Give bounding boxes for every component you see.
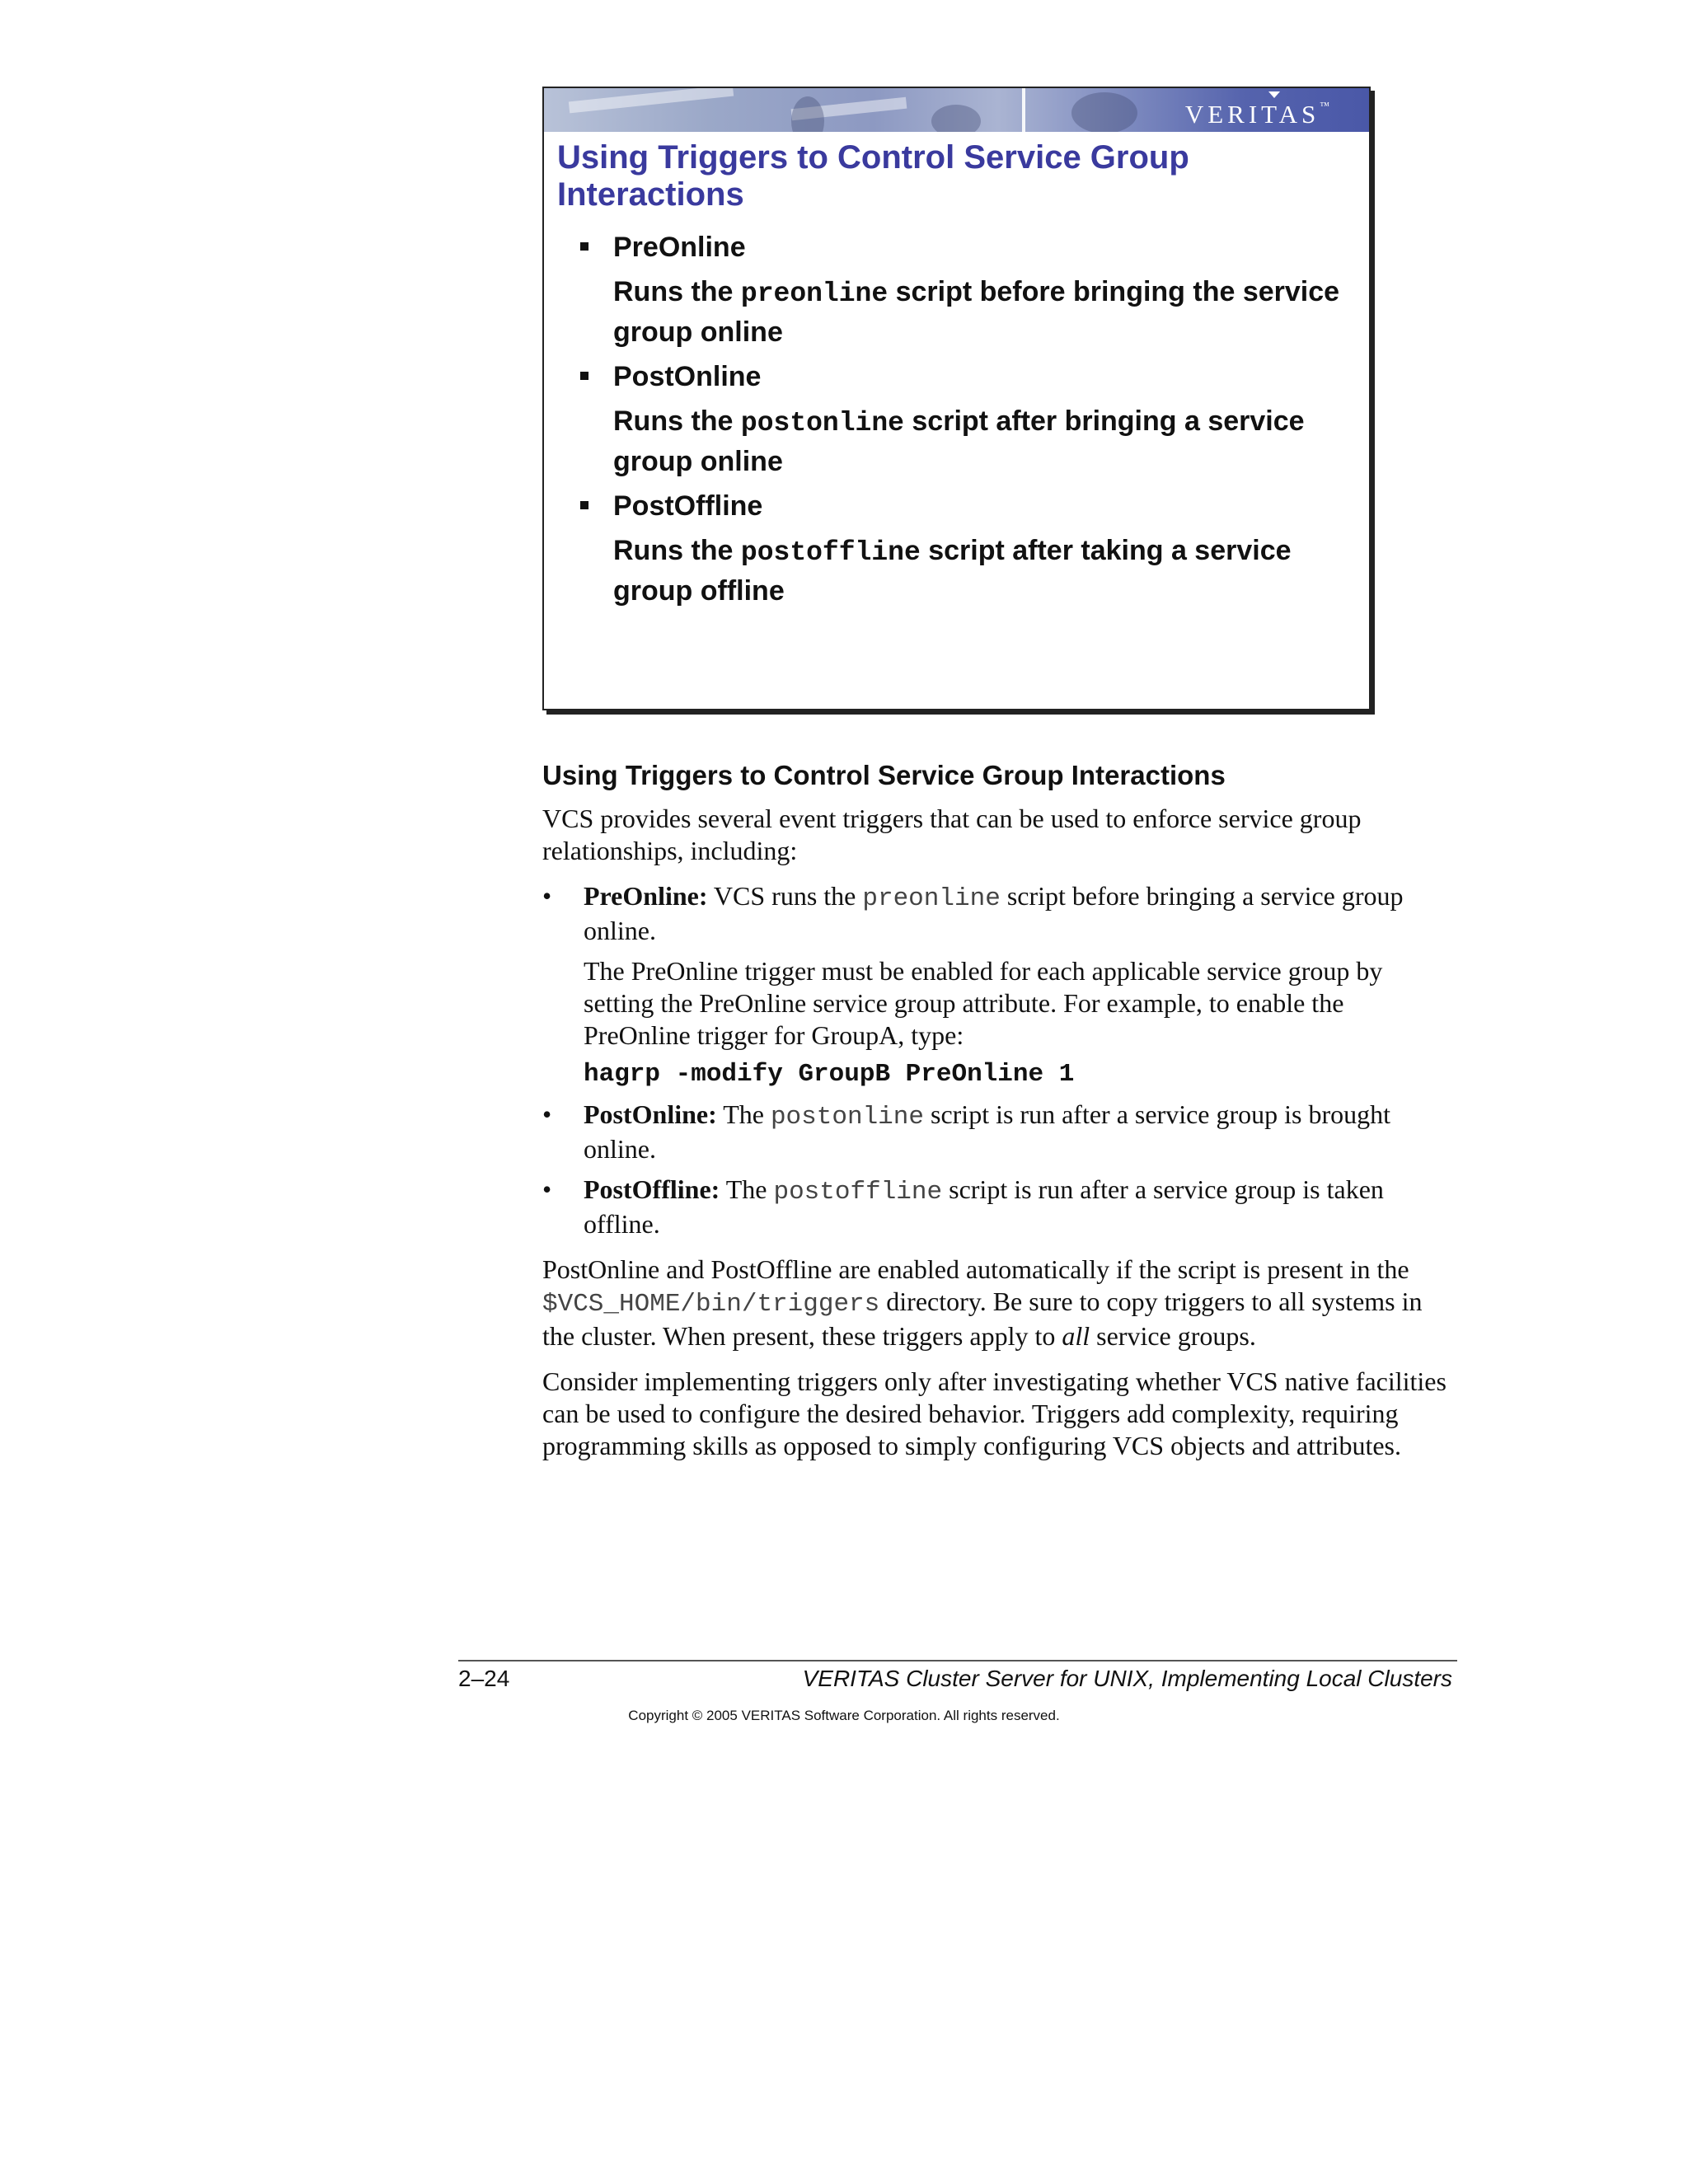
consider-paragraph: Consider implementing triggers only after investigating whether VCS native facilities can be used to configure the desired behavior. Triggers add complexity, requiring programming skills as opposed to simply configuring VCS objects and attributes. <box>542 1366 1447 1460</box>
command-example: hagrp -modify GroupB PreOnline 1 <box>584 1060 1075 1089</box>
slide-frame <box>542 87 1371 710</box>
intro-paragraph: VCS provides several event triggers that can be used to enforce service group relationships, including: <box>542 804 1362 865</box>
slide-item-postoffline: PostOffline Runs the postoffline script after taking a service group offline <box>577 489 1352 610</box>
logo-mark-icon <box>1268 91 1280 98</box>
triggers-paragraph: PostOnline and PostOffline are enabled automatically if the script is present in the $VCS_HOME/bin/triggers directory. Be sure to copy triggers to all systems in the cluster. When present, these triggers apply to all service groups. <box>542 1254 1423 1351</box>
bullet-preonline: • PreOnline: VCS runs the preonline script before bringing a service group online. The PreOnline trigger must be enabled for each applicable service group by setting the PreOnline service group attribute. For example, to enable the PreOnline trigger for GroupA, type: hagrp -modify GroupB PreOnline 1 <box>542 880 1457 1090</box>
section-heading: Using Triggers to Control Service Group Interactions <box>542 760 1226 790</box>
square-bullet-icon <box>580 372 588 380</box>
preonline-note: The PreOnline trigger must be enabled for each applicable service group by setting the PreOnline service group attribute. For example, to enable the PreOnline trigger for GroupA, type: <box>584 956 1383 1050</box>
slide-title: Using Triggers to Control Service Group Interactions <box>557 139 1189 213</box>
bullet-postoffline: • PostOffline: The postoffline script is run after a service group is taken offline. <box>542 1174 1384 1239</box>
running-title: VERITAS Cluster Server for UNIX, Implementing Local Clusters <box>802 1666 1452 1691</box>
slide-item-postonline: PostOnline Runs the postonline script after bringing a service group online <box>577 359 1352 480</box>
veritas-logo: VERITAS™ <box>1184 100 1329 129</box>
square-bullet-icon <box>580 501 588 509</box>
copyright-notice: Copyright © 2005 VERITAS Software Corporation. All rights reserved. <box>628 1708 1060 1723</box>
body-text <box>542 758 1457 1475</box>
slide-bullet-list <box>577 230 1352 618</box>
slide-banner <box>544 88 1369 132</box>
bullet-postonline: • PostOnline: The postonline script is run after a service group is brought online. <box>542 1099 1391 1164</box>
slide-item-preonline: PreOnline Runs the preonline script before bringing the service group online <box>577 230 1352 351</box>
footer-rule <box>458 1660 1457 1661</box>
square-bullet-icon <box>580 242 588 251</box>
page-number: 2–24 <box>458 1666 510 1691</box>
